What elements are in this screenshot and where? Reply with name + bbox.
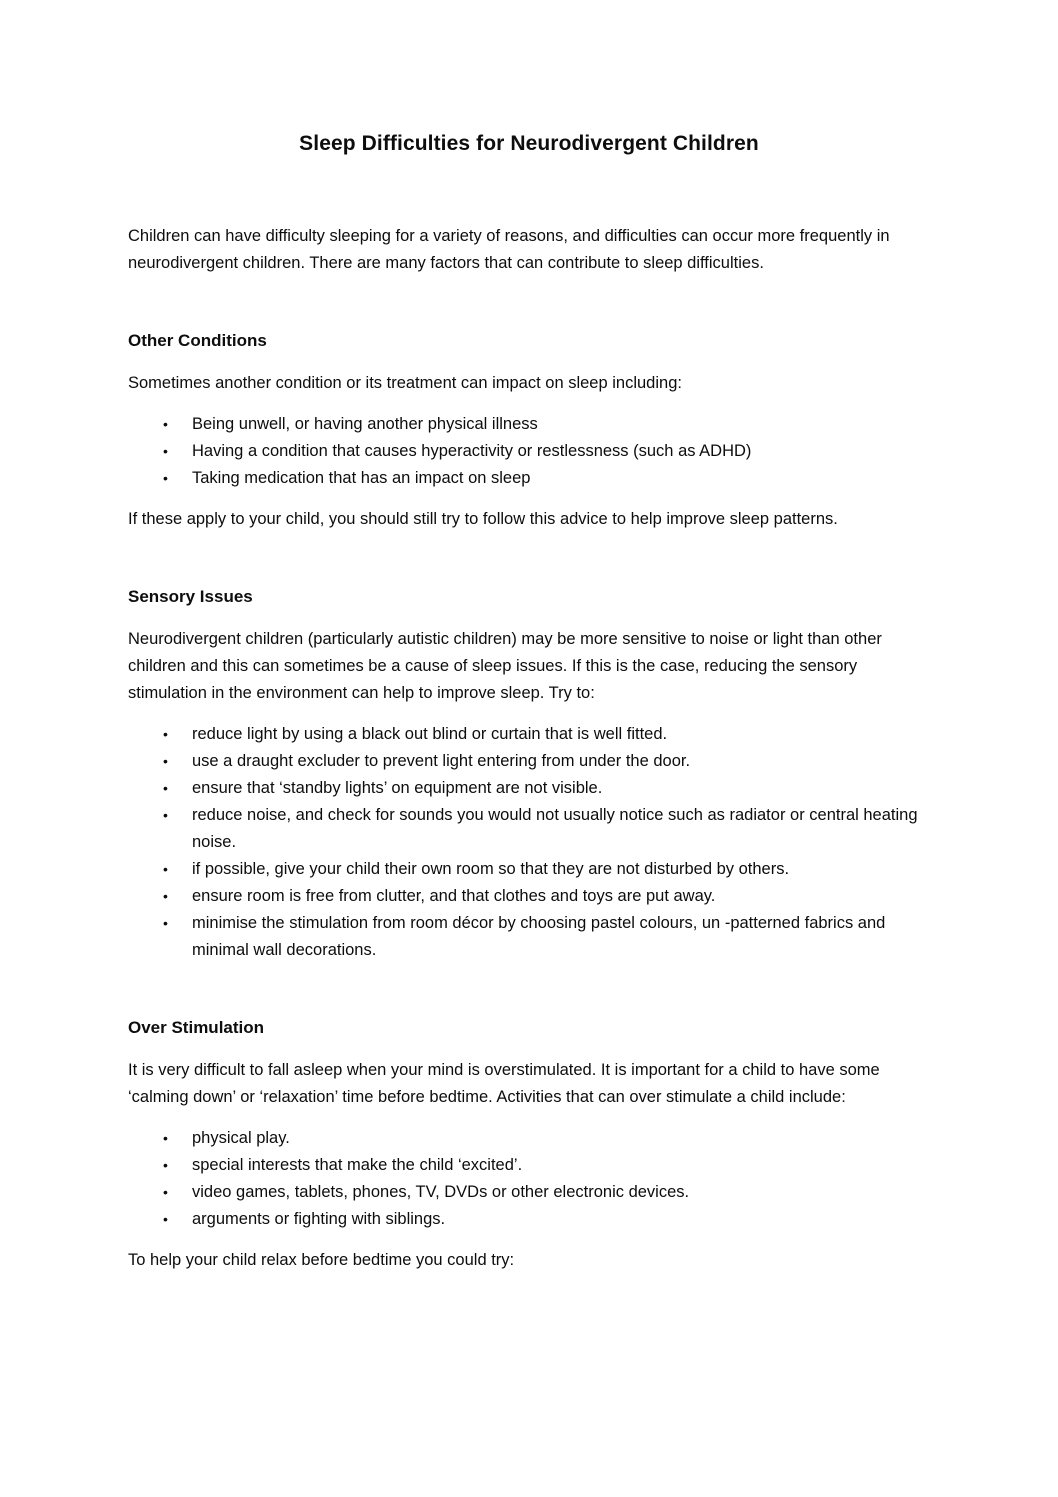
section-heading: Over Stimulation	[128, 1018, 265, 1037]
bullet-icon: •	[163, 416, 168, 432]
section-lead: Sometimes another condition or its treatment can impact on sleep including:	[128, 374, 682, 392]
bullet-icon: •	[163, 807, 168, 823]
list-item-text: if possible, give your child their own room so that they are not disturbed by others.	[192, 860, 790, 878]
bullet-icon: •	[163, 1184, 168, 1200]
list-item	[128, 802, 930, 856]
section-lead: It is very difficult to fall asleep when your mind is overstimulated. It is important for a child to have some ‘calming down’ or ‘relaxation’ time before bedtime. Activities that can over stimulate a child include:	[128, 1061, 880, 1106]
list-item	[128, 775, 930, 802]
bullet-icon: •	[163, 888, 168, 904]
list-item	[128, 465, 930, 492]
bullet-icon: •	[163, 753, 168, 769]
list-item-text: Taking medication that has an impact on sleep	[192, 469, 531, 487]
list-item	[128, 721, 930, 748]
section-heading: Sensory Issues	[128, 587, 253, 606]
bullet-icon: •	[163, 443, 168, 459]
list-item-text: special interests that make the child ‘excited’.	[192, 1156, 523, 1174]
list-item	[128, 1179, 930, 1206]
list-item-text: reduce light by using a black out blind or curtain that is well fitted.	[192, 725, 668, 743]
bullet-icon: •	[163, 915, 168, 931]
list-item	[128, 883, 930, 910]
list-item-text: reduce noise, and check for sounds you would not usually notice such as radiator or central heating noise.	[192, 806, 918, 851]
list-item	[128, 910, 930, 964]
list-item-text: ensure that ‘standby lights’ on equipment are not visible.	[192, 779, 603, 797]
bullet-icon: •	[163, 780, 168, 796]
list-item	[128, 856, 930, 883]
bullet-icon: •	[163, 1211, 168, 1227]
list-item-text: arguments or fighting with siblings.	[192, 1210, 446, 1228]
list-item-text: video games, tablets, phones, TV, DVDs or other electronic devices.	[192, 1183, 690, 1201]
bullet-icon: •	[163, 1157, 168, 1173]
bullet-list	[128, 411, 930, 492]
intro-paragraph: Children can have difficulty sleeping for a variety of reasons, and difficulties can occur more frequently in neurodivergent children. There are many factors that can contribute to sleep difficulties.	[128, 227, 890, 272]
list-item	[128, 1152, 930, 1179]
list-item-text: physical play.	[192, 1129, 290, 1147]
bullet-icon: •	[163, 470, 168, 486]
list-item-text: minimise the stimulation from room décor by choosing pastel colours, un -patterned fabrics and minimal wall decorations.	[192, 914, 886, 959]
list-item-text: use a draught excluder to prevent light entering from under the door.	[192, 752, 691, 770]
section-closing-paragraph: If these apply to your child, you should still try to follow this advice to help improve sleep patterns.	[128, 510, 838, 528]
section-heading: Other Conditions	[128, 331, 267, 350]
list-item-text: ensure room is free from clutter, and that clothes and toys are put away.	[192, 887, 716, 905]
section-over-stimulation	[128, 1016, 930, 1274]
bullet-icon: •	[163, 1130, 168, 1146]
bullet-list	[128, 1125, 930, 1233]
section-closing-paragraph: To help your child relax before bedtime you could try:	[128, 1251, 515, 1269]
list-item-text: Being unwell, or having another physical illness	[192, 415, 538, 433]
section-sensory-issues	[128, 585, 930, 964]
list-item-text: Having a condition that causes hyperactivity or restlessness (such as ADHD)	[192, 442, 752, 460]
list-item	[128, 438, 930, 465]
list-item	[128, 411, 930, 438]
bullet-icon: •	[163, 861, 168, 877]
list-item	[128, 1125, 930, 1152]
bullet-list	[128, 721, 930, 964]
section-other-conditions	[128, 329, 930, 533]
page-title: Sleep Difficulties for Neurodivergent Children	[299, 132, 759, 155]
list-item	[128, 1206, 930, 1233]
section-lead: Neurodivergent children (particularly autistic children) may be more sensitive to noise or light than other children and this can sometimes be a cause of sleep issues. If this is the case, reducing the sensory stimulation in the environment can help to improve sleep. Try to:	[128, 630, 882, 702]
list-item	[128, 748, 930, 775]
bullet-icon: •	[163, 726, 168, 742]
